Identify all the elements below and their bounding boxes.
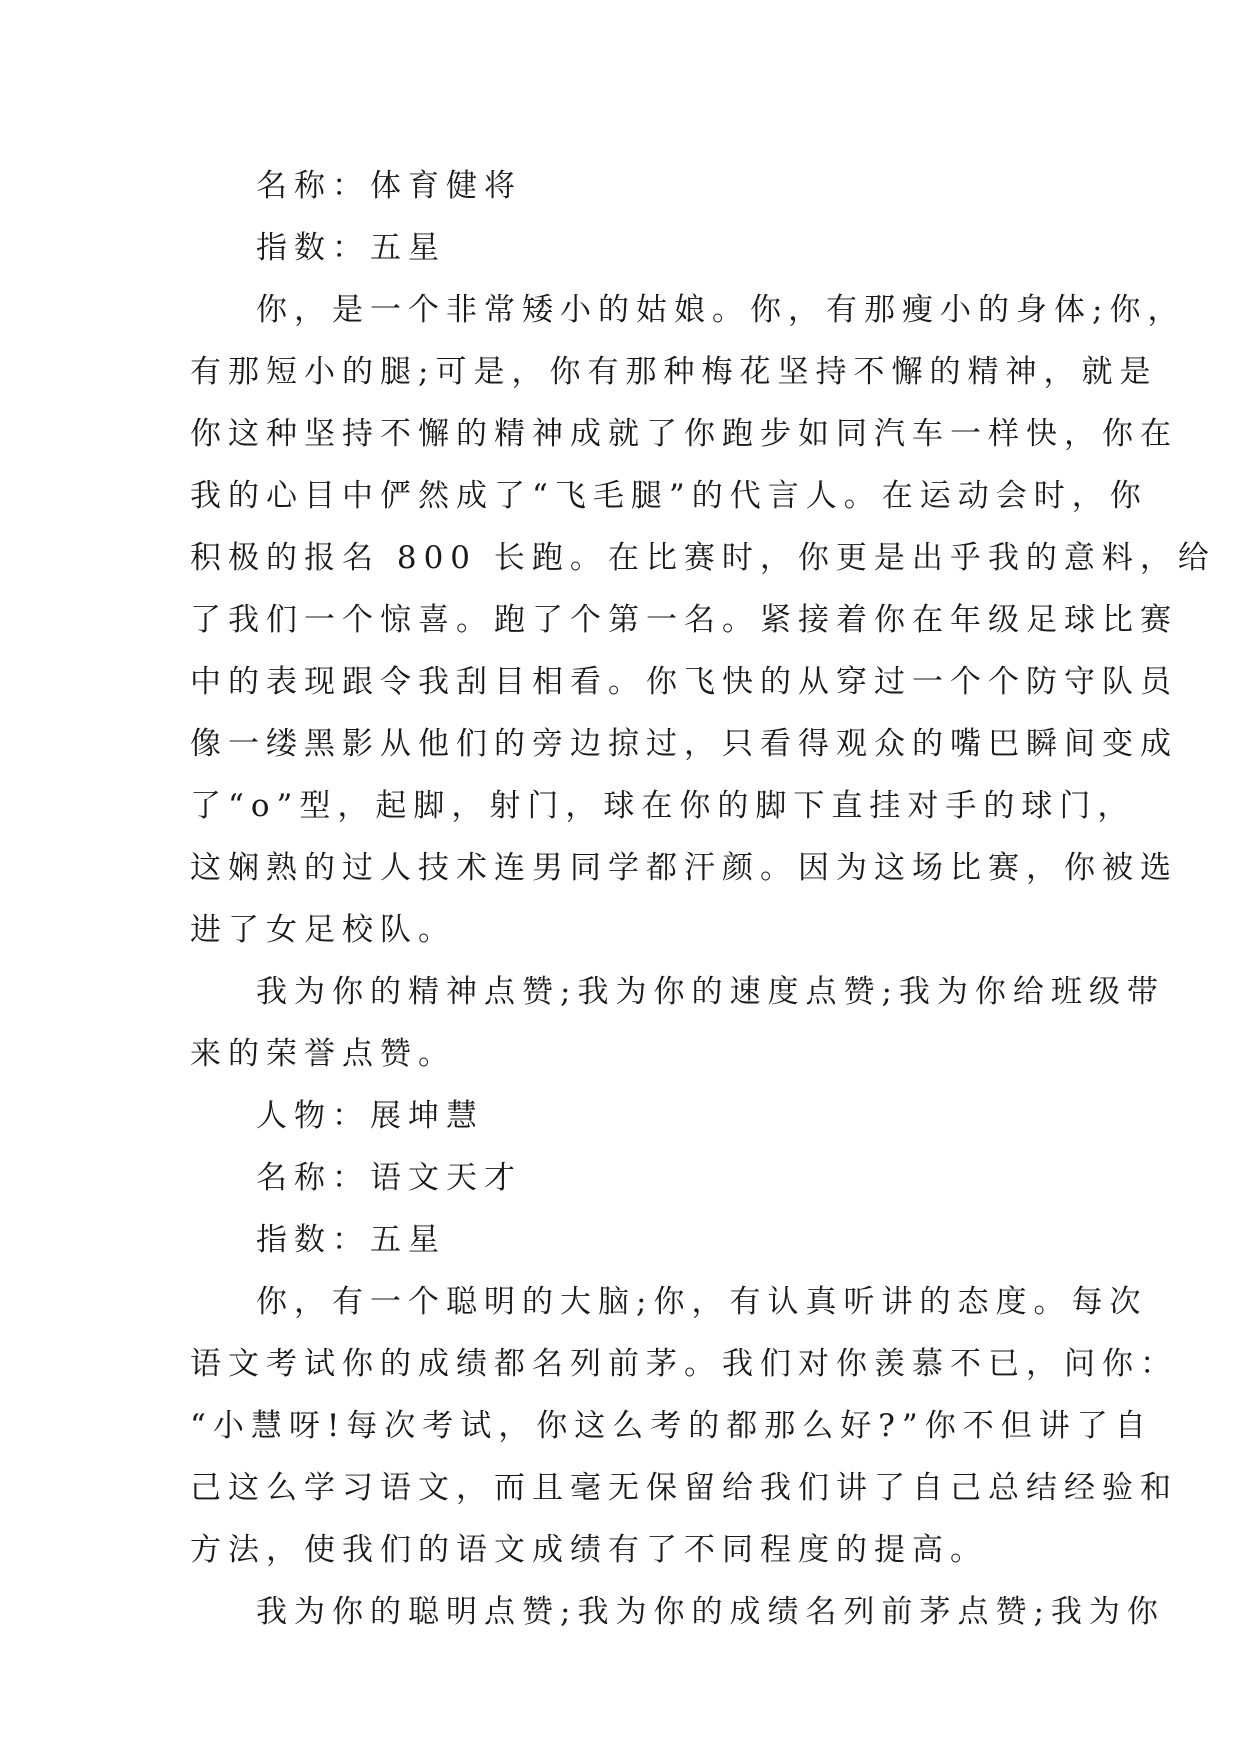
text-line: 我为你的聪明点赞;我为你的成绩名列前茅点赞;我为你 [256,1594,1165,1630]
text-line: 你，有一个聪明的大脑;你，有认真听讲的态度。每次 [256,1284,1148,1320]
text-line: 中的表现跟令我刮目相看。你飞快的从穿过一个个防守队员 [190,664,1178,700]
text-line: 像一缕黑影从他们的旁边掠过，只看得观众的嘴巴瞬间变成 [190,726,1178,762]
text-line: 了我们一个惊喜。跑了个第一名。紧接着你在年级足球比赛 [190,602,1178,638]
document-page [190,155,1216,1643]
text-line: 语文考试你的成绩都名列前茅。我们对你羡慕不已，问你： [190,1346,1178,1382]
text-line: 来的荣誉点赞。 [190,1036,456,1072]
text-line: 名称：体育健将 [256,168,522,204]
text-line: “小慧呀!每次考试，你这么考的都那么好?”你不但讲了自 [190,1408,1153,1444]
text-line: 你，是一个非常矮小的姑娘。你，有那瘦小的身体;你， [256,292,1186,328]
text-line: 指数：五星 [256,1222,446,1258]
text-line: 有那短小的腿;可是，你有那种梅花坚持不懈的精神，就是 [190,354,1158,390]
text-line: 这娴熟的过人技术连男同学都汗颜。因为这场比赛，你被选 [190,850,1178,886]
text-line: 指数：五星 [256,230,446,266]
text-line: 你这种坚持不懈的精神成就了你跑步如同汽车一样快，你在 [190,416,1178,452]
text-line: 积极的报名 800 长跑。在比赛时，你更是出乎我的意料，给 [190,540,1216,576]
text-line: 我为你的精神点赞;我为你的速度点赞;我为你给班级带 [256,974,1165,1010]
text-line: 了“o”型，起脚，射门，球在你的脚下直挂对手的球门， [190,788,1136,824]
text-line: 名称：语文天才 [256,1160,522,1196]
text-line: 进了女足校队。 [190,912,456,948]
text-line: 我的心目中俨然成了“飞毛腿”的代言人。在运动会时，你 [190,478,1148,514]
text-line: 人物：展坤慧 [256,1098,484,1134]
text-line: 方法，使我们的语文成绩有了不同程度的提高。 [190,1532,988,1568]
text-line: 己这么学习语文，而且毫无保留给我们讲了自己总结经验和 [190,1470,1178,1506]
